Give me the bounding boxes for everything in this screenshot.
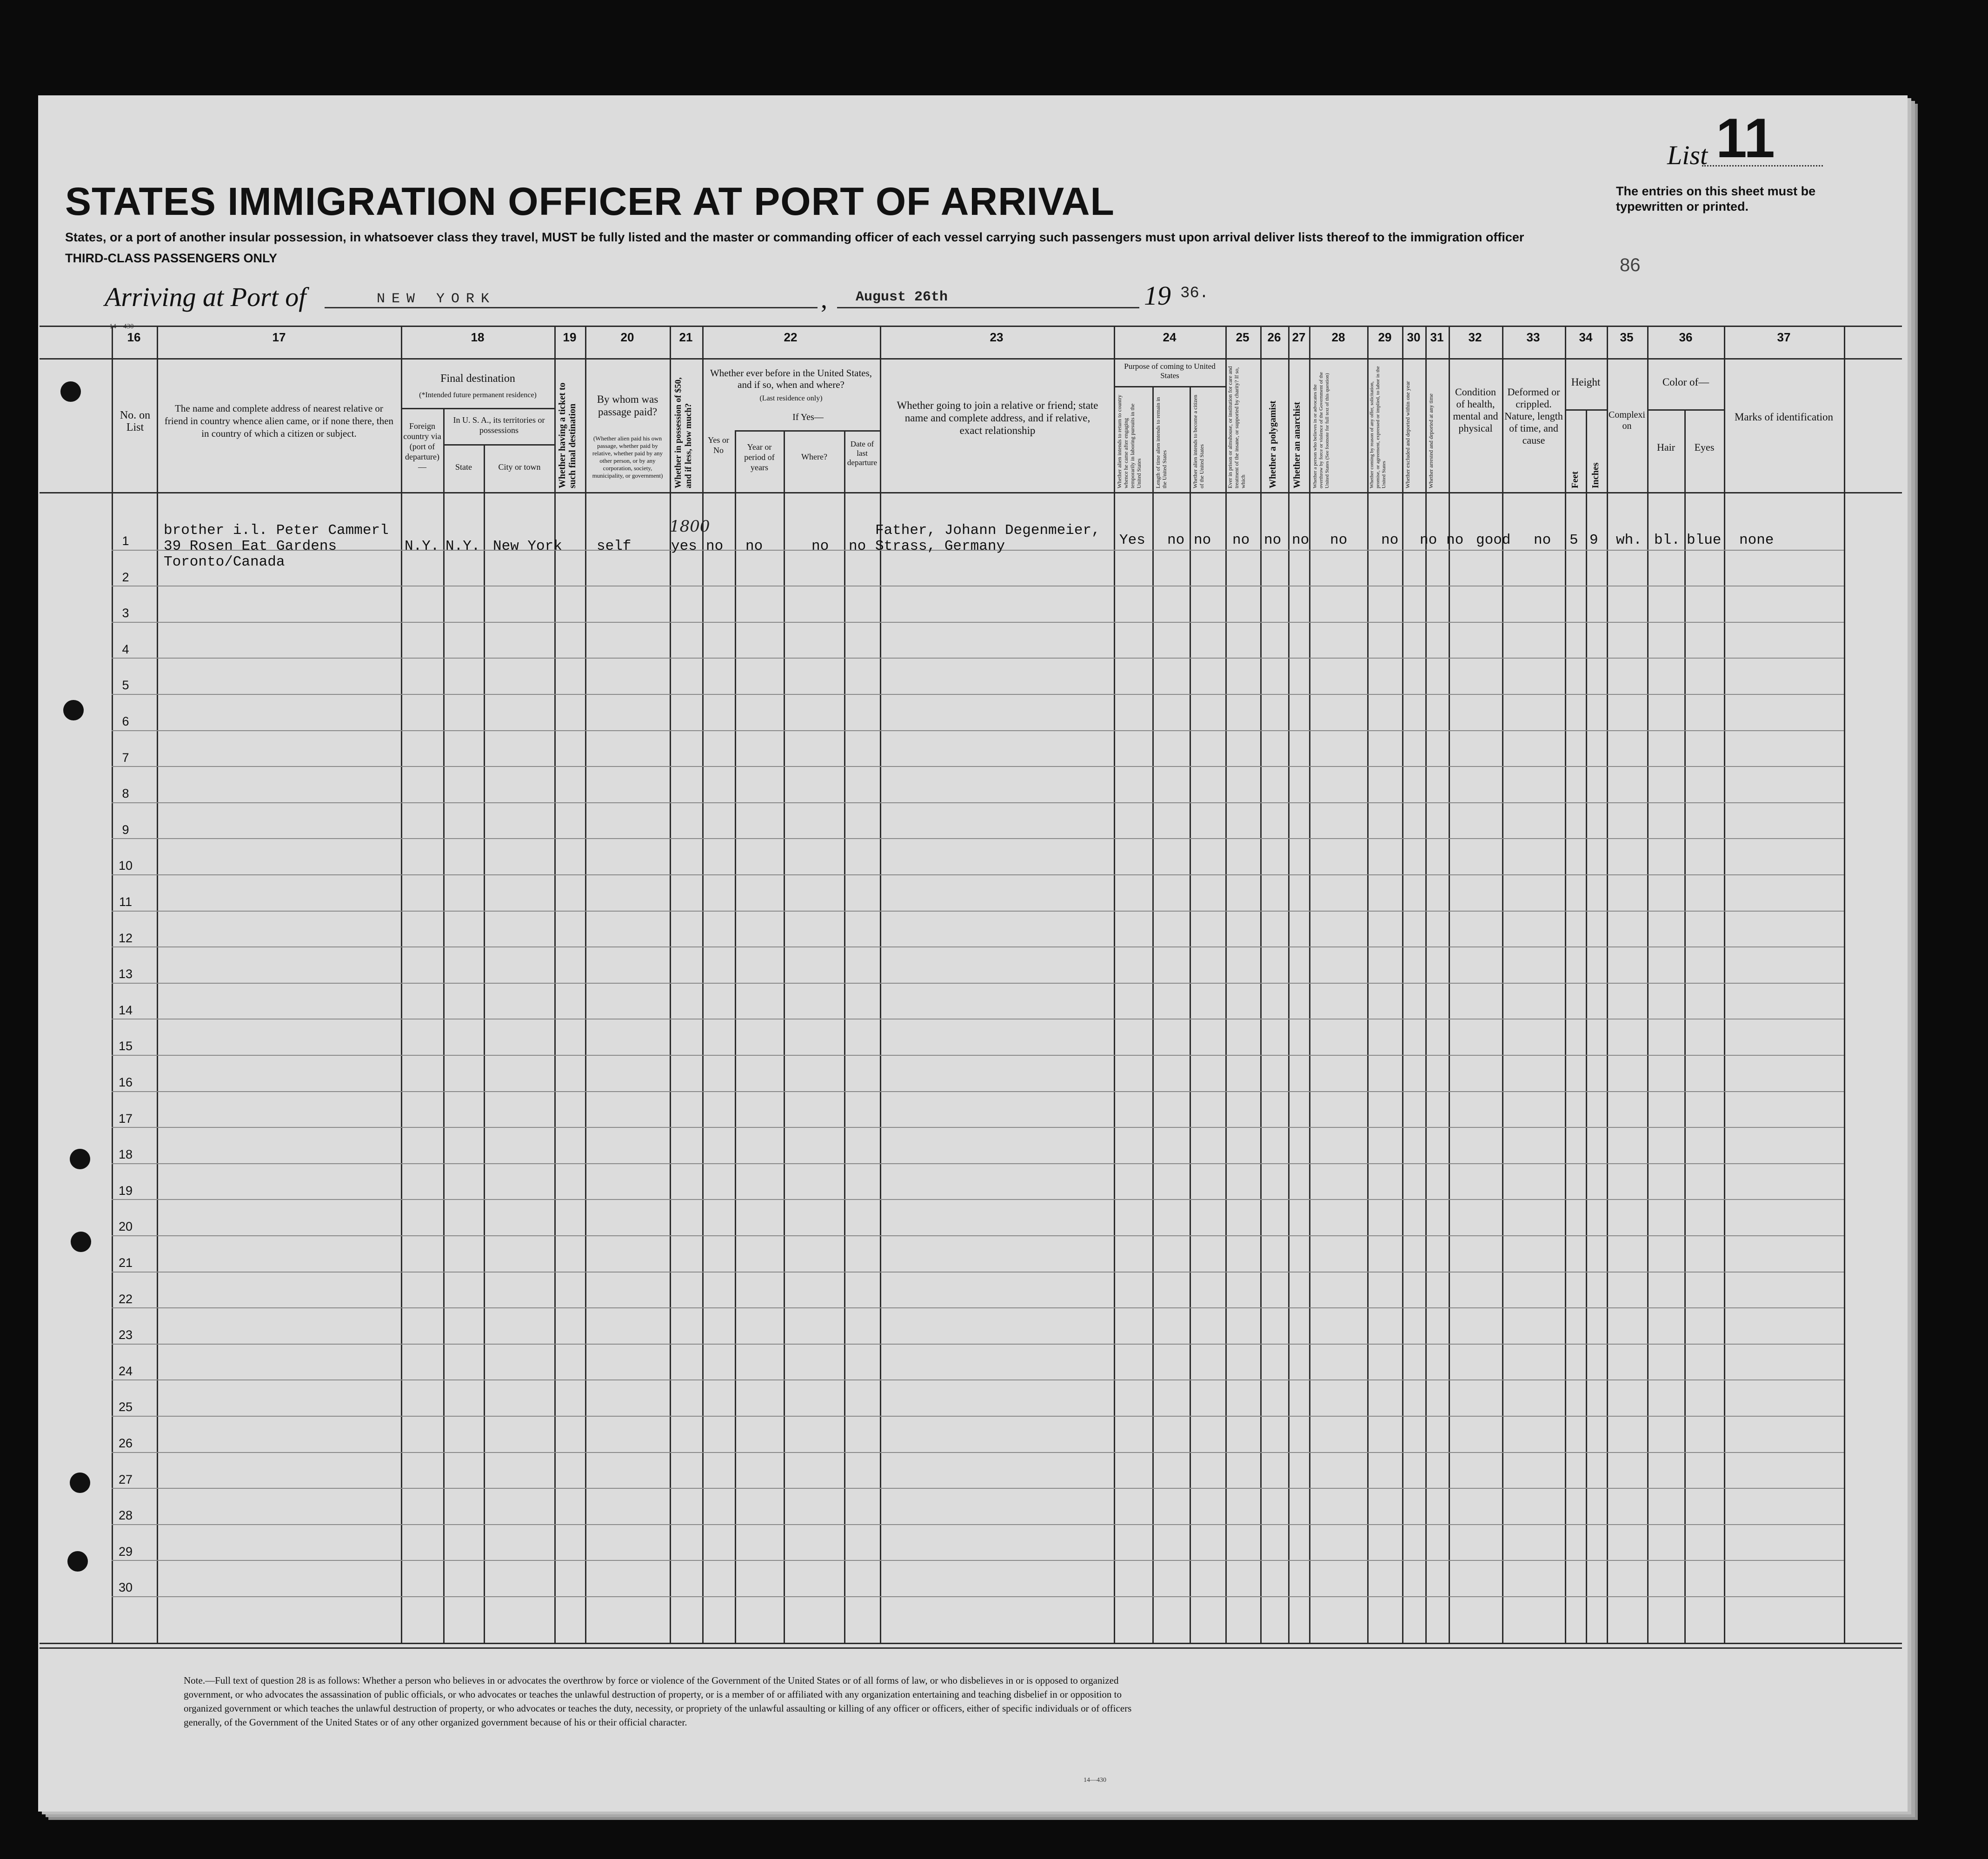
header-polygamist: Whether a polygamist <box>1268 400 1278 488</box>
header-color-of: Color of— <box>1662 376 1709 388</box>
header-complexion: Complexion <box>1609 410 1645 431</box>
col-line <box>1684 409 1686 1643</box>
row-rule <box>112 874 1844 875</box>
header-foreign-country: Foreign country via (port of departure)— <box>403 421 441 472</box>
inches-value: 9 <box>1589 532 1598 548</box>
punch-hole <box>63 700 84 720</box>
header-anarchist: Whether an anarchist <box>1292 402 1302 488</box>
row-number: 19 <box>118 1184 133 1198</box>
column-number: 29 <box>1378 330 1392 344</box>
column-number: 27 <box>1292 330 1306 344</box>
relative-line-3: Toronto/Canada <box>164 554 285 570</box>
column-number: 33 <box>1526 330 1540 344</box>
col-line <box>1190 386 1191 1643</box>
row-rule <box>112 1524 1844 1525</box>
header-condition: Condition of health, mental and physical <box>1453 386 1498 434</box>
table-bottom-border <box>40 1643 1902 1644</box>
feet-value: 5 <box>1569 532 1578 548</box>
row-number: 13 <box>118 967 133 981</box>
subtitle-class: THIRD-CLASS PASSENGERS ONLY <box>65 251 278 265</box>
in-usa-rule <box>443 444 554 446</box>
header-date-departure: Date of last departure <box>847 440 878 467</box>
state-value: N.Y. <box>445 538 480 554</box>
punch-hole <box>71 1232 91 1252</box>
punch-hole <box>60 381 81 402</box>
row-number: 12 <box>118 931 133 945</box>
column-number: 35 <box>1620 330 1634 344</box>
header-col29: Whether coming by reason of any offer, solicitation, promise, or agreement, expressed or implied, to labor in the United States <box>1369 366 1387 488</box>
column-number: 22 <box>784 330 798 344</box>
manifest-sheet <box>38 95 1908 1812</box>
page-number: 86 <box>1620 255 1641 275</box>
row-number: 3 <box>122 606 129 620</box>
col-line <box>484 444 485 1643</box>
row-rule <box>112 1416 1844 1417</box>
page-title: STATES IMMIGRATION OFFICER AT PORT OF ARRIVAL <box>65 180 1115 223</box>
col-line <box>1152 386 1154 1643</box>
col-line <box>1647 326 1649 1643</box>
row-rule <box>112 1199 1844 1200</box>
column-number: 28 <box>1331 330 1345 344</box>
header-nearest-relative: The name and complete address of nearest relative or friend in country whence alien came, or if none there, then in country of which a citizen or subject. <box>164 403 394 439</box>
row-rule <box>112 1127 1844 1128</box>
purpose-a-value: Yes <box>1119 532 1145 548</box>
header-final-destination-note: (*Intended future permanent residence) <box>419 391 537 399</box>
column-number: 17 <box>272 330 286 344</box>
ever-before-value: no <box>706 538 724 554</box>
col-line <box>443 408 445 1643</box>
header-col31: Whether arrested and deported at any time <box>1428 393 1434 488</box>
row-rule <box>112 658 1844 659</box>
col-line <box>844 430 845 1643</box>
row-number: 25 <box>118 1400 133 1414</box>
passage-paid-value: self <box>597 538 632 554</box>
row-rule <box>112 1596 1844 1597</box>
city-value: New York <box>493 538 562 554</box>
col-line <box>1288 326 1290 1643</box>
purpose-b-value: no <box>1167 532 1185 548</box>
row-number: 1 <box>122 534 129 548</box>
date-field: August 26th <box>856 289 948 305</box>
col-line <box>554 326 556 1643</box>
row-number: 5 <box>122 678 129 692</box>
foreign-country-value: N.Y. <box>405 538 439 554</box>
header-deformed: Deformed or crippled. Nature, length of time, and cause <box>1504 386 1563 446</box>
punch-hole <box>70 1473 90 1493</box>
row-rule <box>112 838 1844 839</box>
header-hair: Hair <box>1656 441 1676 453</box>
header-feet: Feet <box>1570 471 1580 488</box>
punch-hole <box>67 1551 88 1572</box>
arrival-label: Arriving at Port of <box>105 282 306 312</box>
join-line-1: Father, Johann Degenmeier, <box>875 522 1100 539</box>
column-number: 37 <box>1777 330 1791 344</box>
row-number: 27 <box>118 1473 133 1486</box>
header-purpose-c: Whether alien intends to become a citizen of the United States <box>1192 394 1205 488</box>
header-city: City or town <box>498 462 541 472</box>
column-number: 25 <box>1236 330 1250 344</box>
row-rule <box>112 1379 1844 1380</box>
column-number: 21 <box>679 330 693 344</box>
header-year-period: Year or period of years <box>744 442 775 472</box>
row-number: 10 <box>118 859 133 873</box>
condition-value: good <box>1476 532 1511 548</box>
row-rule <box>112 911 1844 912</box>
col28-value: no <box>1330 532 1348 548</box>
row-rule <box>112 1055 1844 1056</box>
row-number: 2 <box>122 570 129 584</box>
column-number: 30 <box>1407 330 1421 344</box>
arrival-underline <box>325 307 818 308</box>
table-top-border <box>40 326 1902 327</box>
header-purpose: Purpose of coming to United States <box>1124 362 1216 380</box>
row-rule <box>112 1272 1844 1273</box>
hair-value: bl. <box>1654 532 1680 548</box>
column-number: 36 <box>1679 330 1693 344</box>
col-line <box>157 326 158 1643</box>
footer-border <box>40 1647 1902 1649</box>
header-ever-before: Whether ever before in the United States, and if so, when and where? <box>710 367 872 390</box>
join-line-2: Strass, Germany <box>875 538 1005 554</box>
row-rule <box>112 1560 1844 1561</box>
col-line <box>1844 326 1845 1643</box>
column-number: 31 <box>1430 330 1444 344</box>
column-number: 32 <box>1468 330 1482 344</box>
port-field: NEW YORK <box>377 291 496 307</box>
column-number: 23 <box>990 330 1004 344</box>
where-value: no <box>811 538 829 554</box>
row-rule <box>112 730 1844 731</box>
column-number: 34 <box>1579 330 1593 344</box>
list-label: List <box>1667 140 1708 170</box>
header-passage-paid-note: (Whether alien paid his own passage, whether paid by relative, whether paid by any other person, or by any corporation, society, municipality, or government) <box>592 435 663 479</box>
possession-value: yes <box>671 538 697 554</box>
row-rule <box>112 802 1844 803</box>
col30-value: no <box>1420 532 1437 548</box>
header-no-on-list: No. on List <box>120 409 151 433</box>
row-number: 26 <box>118 1436 133 1450</box>
row-number: 29 <box>118 1545 133 1559</box>
col-line <box>1502 326 1503 1643</box>
row-number: 24 <box>118 1364 133 1378</box>
row-rule <box>112 1091 1844 1092</box>
row-number: 18 <box>118 1147 133 1161</box>
col-line <box>1402 326 1403 1643</box>
header-passage-paid: By whom was passage paid? <box>597 393 658 418</box>
header-height: Height <box>1571 376 1601 388</box>
header-col30: Whether excluded and deported within one year <box>1404 381 1411 488</box>
row-rule <box>112 622 1844 623</box>
col-line <box>1449 326 1450 1643</box>
header-purpose-a: Whether alien intends to return to country whence he came after engaging temporarily in laboring pursuits in the United States <box>1116 394 1142 488</box>
row-rule <box>112 1163 1844 1164</box>
row-number: 6 <box>122 714 129 728</box>
header-possession-50: Whether in possession of $50, and if less, how much? <box>673 377 693 488</box>
row-number: 22 <box>118 1292 133 1306</box>
column-number: 20 <box>620 330 634 344</box>
condition-prefix-value: no <box>1446 532 1464 548</box>
punch-hole <box>70 1149 90 1169</box>
row-number: 23 <box>118 1328 133 1342</box>
header-in-usa: In U. S. A., its territories or possessions <box>453 415 545 435</box>
column-number: 26 <box>1267 330 1281 344</box>
col-line <box>1367 326 1369 1643</box>
row-rule <box>112 1235 1844 1236</box>
row-rule <box>112 1344 1844 1345</box>
row-rule <box>112 1452 1844 1453</box>
possession-amount-handwritten: 1800 <box>670 517 710 536</box>
row-number: 21 <box>118 1256 133 1270</box>
date-underline <box>837 307 1139 308</box>
header-ticket: Whether having a ticket to such final destination <box>557 382 578 488</box>
header-where: Where? <box>801 452 827 461</box>
deformed-value: no <box>1534 532 1551 548</box>
date-separator: , <box>821 285 827 314</box>
eyes-value: blue <box>1687 532 1722 548</box>
row-number: 30 <box>118 1580 133 1594</box>
row-number: 17 <box>118 1112 133 1126</box>
sheet-note: The entries on this sheet must be typewritten or printed. <box>1616 184 1816 213</box>
row-rule <box>112 766 1844 767</box>
header-marks: Marks of identification <box>1734 411 1834 423</box>
col-line <box>401 326 402 1643</box>
col-line <box>1724 326 1725 1643</box>
row-number: 20 <box>118 1219 133 1233</box>
col-line <box>1309 326 1310 1643</box>
column-number: 19 <box>563 330 577 344</box>
year-period-value: no <box>745 538 763 554</box>
header-going-to-join: Whether going to join a relative or friend; state name and complete address, and if relative, exact relationship <box>897 400 1098 436</box>
final-destination-rule <box>401 408 554 409</box>
header-bottom-border <box>40 492 1902 493</box>
column-number-border <box>40 358 1902 360</box>
row-number: 7 <box>122 751 129 765</box>
row-number: 11 <box>119 895 133 909</box>
relative-line-1: brother i.l. Peter Cammerl <box>164 522 389 539</box>
header-eyes: Eyes <box>1694 441 1715 453</box>
form-code: 14—430 <box>109 323 134 330</box>
header-yes-or-no: Yes or No <box>708 435 729 455</box>
row-rule <box>112 983 1844 984</box>
col-line <box>585 326 586 1643</box>
col-line <box>1260 326 1262 1643</box>
footnote: Note.—Full text of question 28 is as follows: Whether a person who believes in or advocates the overthrow by force or violence of the Government of the United States or of all forms of law, or who disbelieves in or is opposed to organized government, or who advocates the assassination of public officials, or who advocates or teaches the unlawful destruction of property, or is a member of or affiliated with any organization entertaining and teaching disbelief in or opposition to organized government or which teaches the unlawful destruction of property, or who advocates or teaches the duty, necessity, or propriety of the unlawful assaulting or killing of any officer or officers, either of specific individuals or of officers generally, of the Government of the United States or of any other organized government because of his or their official character. <box>184 1675 1132 1728</box>
row-rule <box>112 694 1844 695</box>
purpose-rule <box>1114 386 1225 387</box>
column-number: 16 <box>127 330 141 344</box>
col-line <box>1114 326 1115 1643</box>
col-line <box>1425 326 1427 1643</box>
col-line <box>1586 409 1587 1643</box>
row-number: 28 <box>118 1508 133 1522</box>
header-col25: Ever in prison or almshouse, or institution for care and treatment of the insane, or supported by charity? If so, which <box>1227 366 1246 488</box>
header-final-destination: Final destination <box>440 373 515 385</box>
row-rule <box>112 1307 1844 1308</box>
subtitle-instructions: States, or a port of another insular possession, in whatsoever class they travel, MUST be fully listed and the master or commanding officer of each vessel carrying such passengers must upon arrival deliver lists thereof to the immigration officer <box>65 230 1524 244</box>
col25-value: no <box>1232 532 1250 548</box>
header-purpose-b: Length of time alien intends to remain in the United States <box>1155 397 1168 488</box>
footnote-code: 14—430 <box>1084 1777 1106 1784</box>
header-if-yes: If Yes— <box>792 412 824 422</box>
list-number: 11 <box>1716 107 1775 169</box>
complexion-value: wh. <box>1616 532 1642 548</box>
col-line <box>1225 326 1227 1643</box>
column-number: 24 <box>1163 330 1177 344</box>
header-state: State <box>455 462 472 472</box>
date-departure-value: no <box>849 538 866 554</box>
col-line <box>1565 326 1566 1643</box>
col-line <box>735 430 736 1643</box>
row-rule <box>112 1488 1844 1489</box>
row-number: 4 <box>122 642 129 656</box>
row-rule <box>112 946 1844 947</box>
col27-value: no <box>1292 532 1310 548</box>
list-underline <box>1702 165 1823 167</box>
if-yes-rule <box>735 430 880 432</box>
row-number: 15 <box>118 1039 133 1053</box>
header-col28: Whether a person who believes in or advocates the overthrow by force or violence of the Government of the United States (See footnote for full text of this question) <box>1312 372 1330 488</box>
col29-value: no <box>1381 532 1399 548</box>
header-ever-before-note: (Last residence only) <box>759 394 823 402</box>
col-line <box>784 430 785 1643</box>
row-number: 8 <box>122 786 129 800</box>
header-inches: Inches <box>1590 462 1601 488</box>
year-prefix: 19 <box>1144 280 1171 311</box>
year-suffix: 36. <box>1180 285 1209 302</box>
column-number: 18 <box>471 330 485 344</box>
col-line <box>1607 326 1608 1643</box>
row-number: 16 <box>118 1075 133 1089</box>
purpose-c-value: no <box>1194 532 1211 548</box>
col26-value: no <box>1264 532 1282 548</box>
row-number: 14 <box>118 1003 133 1017</box>
row-number: 9 <box>122 823 129 837</box>
relative-line-2: 39 Rosen Eat Gardens <box>164 538 337 554</box>
marks-value: none <box>1739 532 1774 548</box>
